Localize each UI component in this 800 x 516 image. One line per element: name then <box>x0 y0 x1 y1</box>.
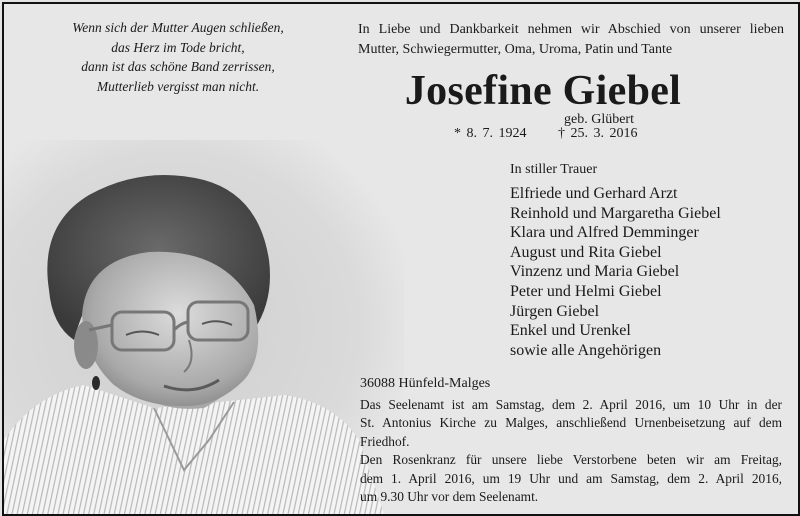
birth-date: * 8. 7. 1924 <box>454 126 527 141</box>
info-line: um 9.30 Uhr vor dem Seelenamt. <box>360 489 539 505</box>
deceased-name: Josefine Giebel <box>404 68 682 114</box>
requiem-info <box>360 396 782 451</box>
intro-text <box>358 20 784 60</box>
mourner: Vinzenz und Maria Giebel <box>510 263 680 281</box>
mourners-heading: In stiller Trauer <box>510 162 598 177</box>
poem-line: das Herz im Tode bricht, <box>111 39 245 55</box>
location: 36088 Hünfeld-Malges <box>360 376 491 391</box>
poem-line: Mutterlieb vergisst man nicht. <box>96 78 260 94</box>
portrait-photo <box>4 140 404 514</box>
mourner: Enkel und Urenkel <box>510 322 631 340</box>
death-date: † 25. 3. 2016 <box>558 126 638 141</box>
poem-line: Wenn sich der Mutter Augen schließen, <box>72 20 284 35</box>
intro-line-2: Mutter, Schwiegermutter, Oma, Uroma, Patin und Tante <box>358 42 673 57</box>
obituary-notice <box>2 2 800 516</box>
mourner: Elfriede und Gerhard Arzt <box>510 185 678 202</box>
info-line: Den Rosenkranz für unsere liebe Verstorbene beten wir am Freitag, <box>360 452 782 468</box>
life-dates <box>454 126 638 142</box>
poem <box>28 18 328 96</box>
mourner: Jürgen Giebel <box>510 302 600 320</box>
info-line: Das Seelenamt ist am Samstag, dem 2. April 2016, um 10 Uhr in der <box>360 397 782 412</box>
maiden-name: geb. Glübert <box>564 112 634 127</box>
mourners-list <box>510 184 721 360</box>
poem-line: dann ist das schöne Band zerrissen, <box>81 59 275 74</box>
info-line: Friedhof. <box>360 433 410 449</box>
rosary-info <box>360 451 782 506</box>
mourner: Peter und Helmi Giebel <box>510 282 662 300</box>
intro-line-1: In Liebe und Dankbarkeit nehmen wir Abschied von unserer lieben <box>358 22 784 37</box>
mourner: Reinhold und Margaretha Giebel <box>510 204 721 222</box>
mourner: Klara und Alfred Demminger <box>510 224 699 242</box>
info-line: dem 1. April 2016, um 19 Uhr und am Samstag, dem 2. April 2016, <box>360 470 782 486</box>
mourner: sowie alle Angehörigen <box>510 341 662 359</box>
mourner: August und Rita Giebel <box>510 243 662 261</box>
info-line: St. Antonius Kirche zu Malges, anschließend Urnenbeisetzung auf dem <box>360 415 782 431</box>
service-info <box>360 396 782 506</box>
